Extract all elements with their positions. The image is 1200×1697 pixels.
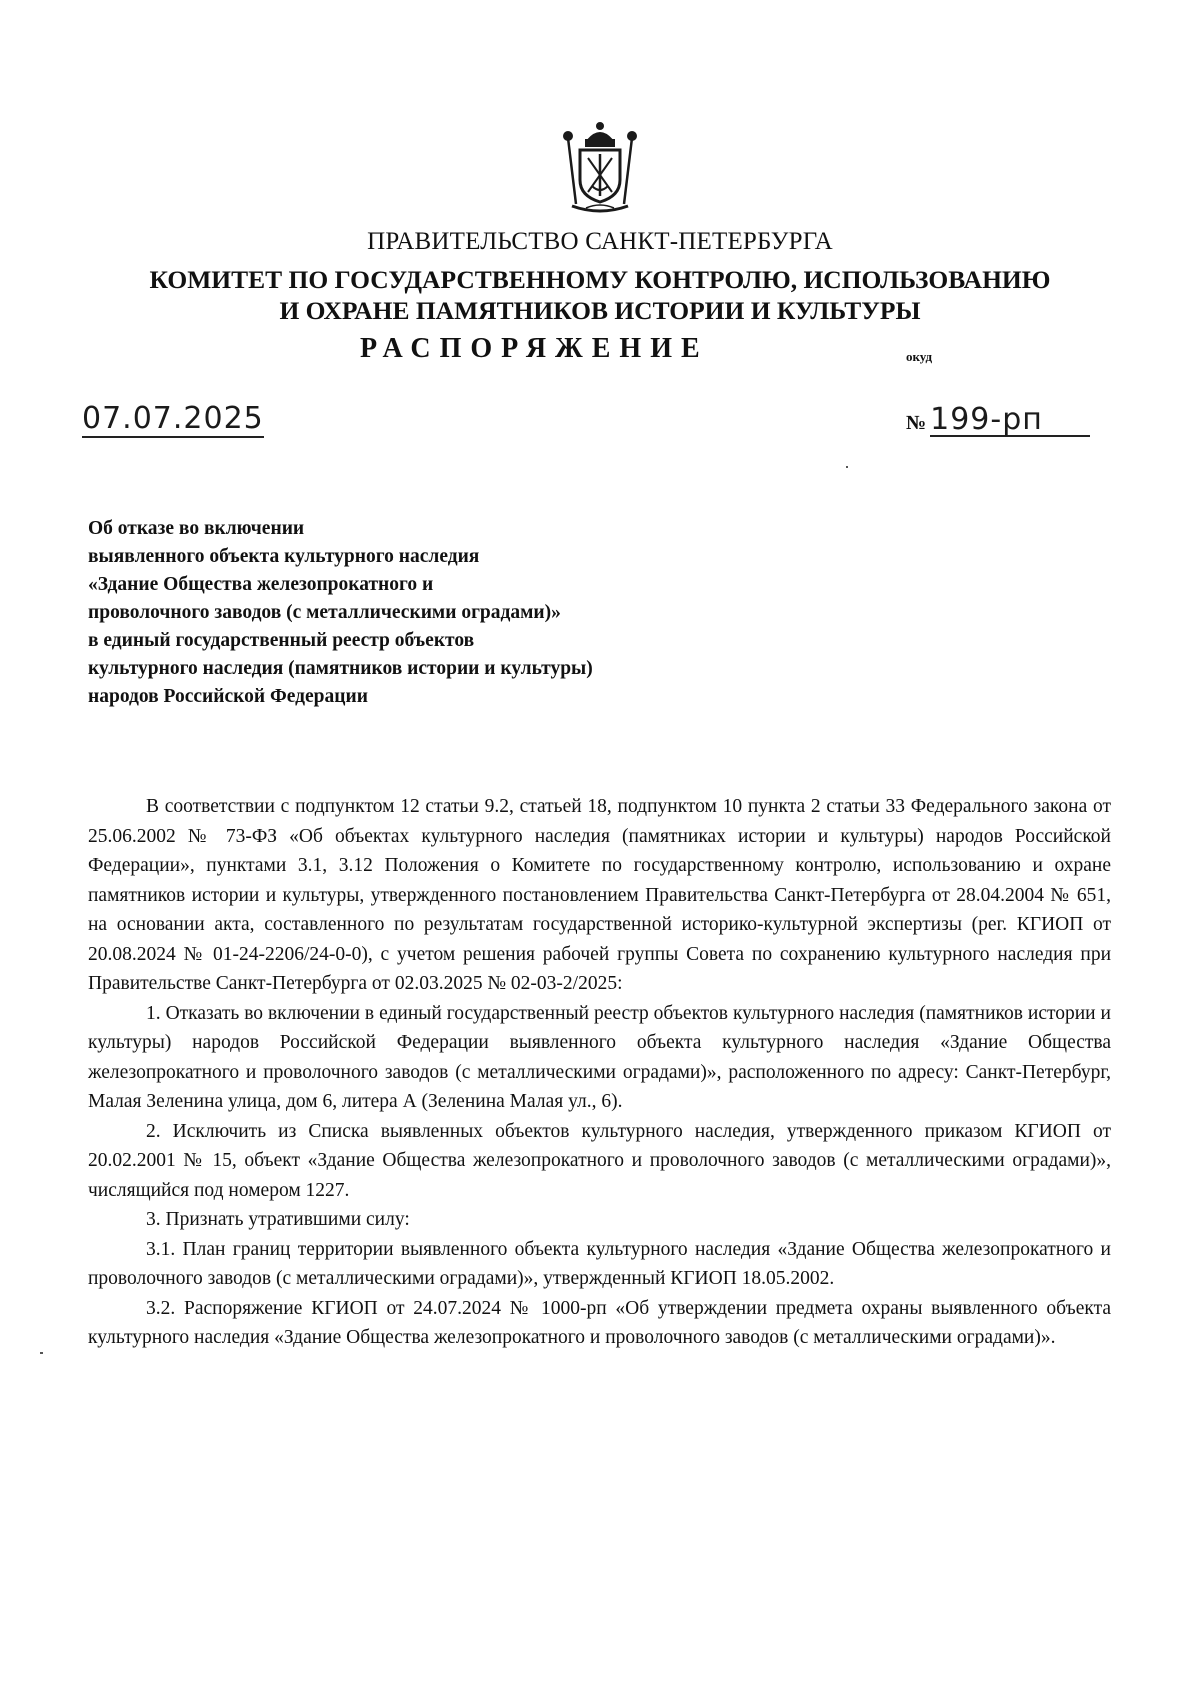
subject-line: выявленного объекта культурного наследия xyxy=(88,546,480,567)
preamble-paragraph: В соответствии с подпунктом 12 статьи 9.2, статьей 18, подпунктом 10 пункта 2 статьи 33 Федерального закона от 25.06.2002 № 73-ФЗ «Об объектах культурного наследия (памятниках истории и культуры) народов Российской Федерации», пунктами 3.1, 3.12 Положения о Комитете по государственному контролю, использованию и охране памятников истории и культуры, утвержденного постановлением Правительства Санкт-Петербурга от 28.04.2004 № 651, на основании акта, составленного по результатам государственной историко-культурной экспертизы (рег. КГИОП от 20.08.2024 № 01-24-2206/24-0-0), с учетом решения рабочей группы Совета по сохранению культурного наследия при Правительстве Санкт-Петербурга от 02.03.2025 № 02-03-2/2025: xyxy=(88,796,1111,994)
item-2-paragraph: 2. Исключить из Списка выявленных объектов культурного наследия, утвержденного приказом КГИОП от 20.02.2001 № 15, объект «Здание Общества железопрокатного и проволочного заводов (с металлическими оградами)», числящийся под номером 1227. xyxy=(88,1120,1111,1201)
scan-speck xyxy=(40,1352,43,1354)
saint-petersburg-coat-of-arms-icon xyxy=(550,118,650,218)
document-number xyxy=(906,402,1090,437)
document-type-title: РАСПОРЯЖЕНИЕ xyxy=(360,333,709,364)
subject-line: «Здание Общества железопрокатного и xyxy=(88,574,434,595)
document-body xyxy=(88,792,1111,1353)
scan-speck xyxy=(846,466,848,468)
committee-title-line-1: КОМИТЕТ ПО ГОСУДАРСТВЕННОМУ КОНТРОЛЮ, ИСПОЛЬЗОВАНИЮ xyxy=(149,265,1051,294)
item-3-1-paragraph: 3.1. План границ территории выявленного объекта культурного наследия «Здание Общества железопрокатного и проволочного заводов (с металлическими оградами)», утвержденный КГИОП 18.05.2002. xyxy=(88,1238,1111,1289)
item-3-paragraph: 3. Признать утратившими силу: xyxy=(146,1209,410,1230)
subject-line: проволочного заводов (с металлическими оградами)» xyxy=(88,602,561,623)
subject-line: в единый государственный реестр объектов xyxy=(88,630,475,651)
committee-title-line-2: И ОХРАНЕ ПАМЯТНИКОВ ИСТОРИИ И КУЛЬТУРЫ xyxy=(279,296,921,325)
item-1-paragraph: 1. Отказать во включении в единый государственный реестр объектов культурного наследия (памятников истории и культуры) народов Российской Федерации выявленного объекта культурного наследия «Здание Общества железопрокатного и проволочного заводов (с металлическими оградами)», расположенного по адресу: Санкт-Петербург, Малая Зеленина улица, дом 6, литера А (Зеленина Малая ул., 6). xyxy=(88,1002,1111,1112)
subject-line: народов Российской Федерации xyxy=(88,686,368,707)
subject-line: Об отказе во включении xyxy=(88,518,305,539)
government-title: ПРАВИТЕЛЬСТВО САНКТ-ПЕТЕРБУРГА xyxy=(367,228,833,255)
okud-label: окуд xyxy=(906,349,933,364)
item-3-2-paragraph: 3.2. Распоряжение КГИОП от 24.07.2024 № 1000-рп «Об утверждении предмета охраны выявленного объекта культурного наследия «Здание Общества железопрокатного и проволочного заводов (с металлическими оградами)». xyxy=(88,1297,1111,1348)
document-date: 07.07.2025 xyxy=(82,401,264,436)
number-value: 199-рп xyxy=(930,405,1090,437)
document-subject xyxy=(88,515,593,711)
number-sign: № xyxy=(906,412,927,434)
subject-line: культурного наследия (памятников истории и культуры) xyxy=(88,658,593,679)
